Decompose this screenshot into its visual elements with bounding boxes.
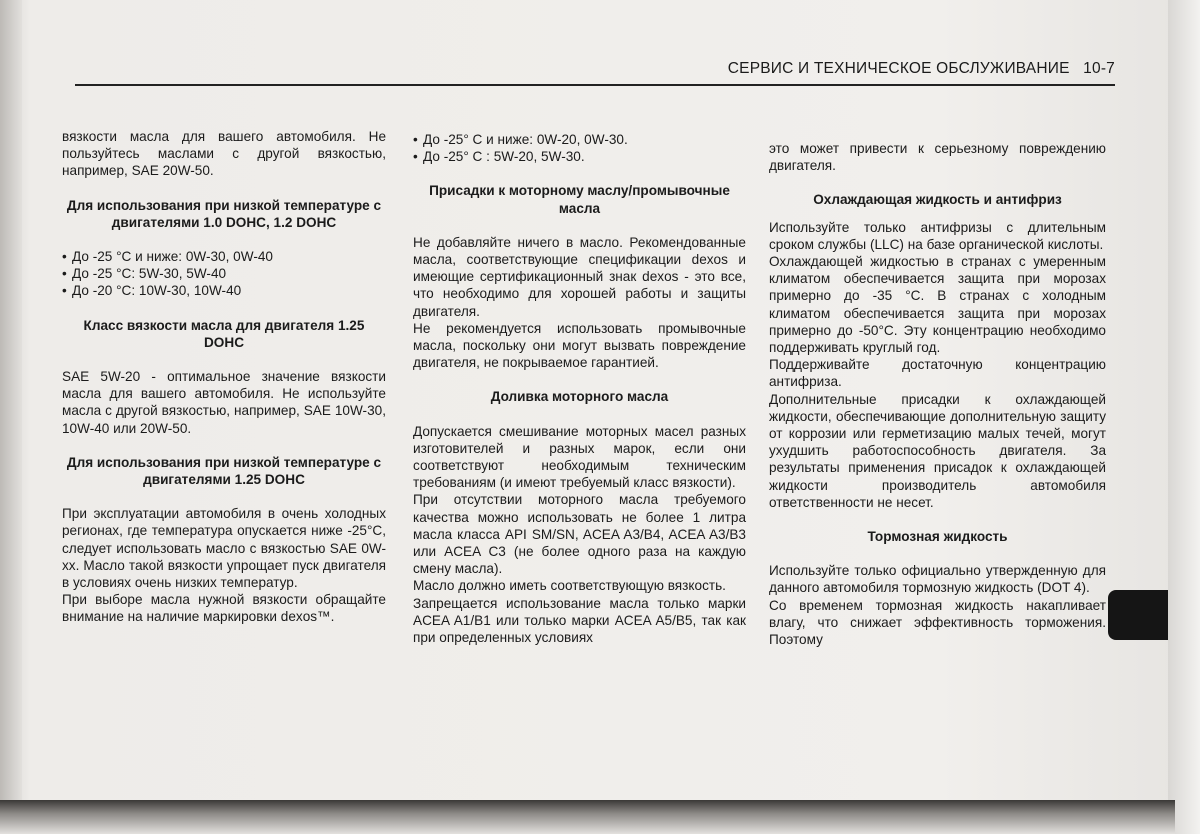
- paragraph: это может привести к серьезному повреждению двигателя.: [769, 141, 1106, 174]
- paragraph: Не добавляйте ничего в масло. Рекомендованные масла, соответствующие спецификации dexos и имеющие сертификационный знак dexos - это все, что необходимо для хорошей работы и защиты двигателя.: [413, 234, 746, 319]
- paragraph: При отсутствии моторного масла требуемого качества можно использовать не более 1 литра масла класса API SM/SN, ACEA A3/B4, ACEA A3/B3 или ACEA C3 (не более одного раза на каждую смену масла).: [413, 492, 746, 577]
- paragraph: вязкости масла для вашего автомобиля. Не пользуйтесь маслами с другой вязкостью, например, SAE 20W-50.: [62, 129, 386, 179]
- list-item: • До -20 °С: 10W-30, 10W-40: [62, 282, 386, 299]
- section-heading: Охлаждающая жидкость и антифриз: [813, 192, 1062, 208]
- section-heading: Класс вязкости масла для двигателя 1.25 DOHC: [83, 317, 365, 350]
- paragraph: Масло должно иметь соответствующую вязкость.: [413, 578, 726, 594]
- chapter-tab-marker: [1108, 590, 1168, 640]
- section-heading: Доливка моторного масла: [490, 389, 669, 405]
- list-item: • До -25 °С и ниже: 0W-30, 0W-40: [62, 248, 386, 265]
- list-item: • До -25 °С: 5W-30, 5W-40: [62, 265, 386, 282]
- header-title: [728, 60, 1115, 78]
- section-title: СЕРВИС И ТЕХНИЧЕСКОЕ ОБСЛУЖИВАНИЕ: [727, 60, 1070, 77]
- column-1: [62, 128, 386, 626]
- paragraph: При эксплуатации автомобиля в очень холодных регионах, где температура опускается ниже -25°С, следует использовать масло с вязкостью SAE 0W-xx. Масло такой вязкости упрощает пуск двигателя в условиях очень низких температур.: [62, 506, 386, 591]
- list-item: • До -25° С и ниже: 0W-20, 0W-30.: [413, 131, 746, 148]
- paragraph: При выборе масла нужной вязкости обращайте внимание на наличие маркировки dexos™.: [62, 592, 386, 625]
- page-header: [75, 60, 1115, 86]
- paragraph: Запрещается использование масла только марки ACEA A1/B1 или только марки ACEA A5/B5, так как при определенных условиях: [413, 595, 746, 646]
- page-edge: [1168, 0, 1200, 834]
- column-2: [413, 131, 746, 646]
- paragraph: Допускается смешивание моторных масел разных изготовителей и разных марок, если они соответствуют необходимым техническим требованиям (и имеют требуемый класс вязкости).: [413, 423, 746, 491]
- paragraph: Со временем тормозная жидкость накапливает влагу, что снижает эффективность торможения. Поэтому: [769, 597, 1106, 648]
- section-heading: Для использования при низкой температуре с двигателями 1.0 DOHC, 1.2 DOHC: [66, 197, 382, 230]
- paragraph: Поддерживайте достаточную концентрацию антифриза.: [769, 357, 1106, 390]
- paragraph: SAE 5W-20 - оптимальное значение вязкости масла для вашего автомобиля. Не используйте масла с другой вязкостью, например, SAE 10W-30, 10W-40 или 20W-50.: [62, 369, 386, 436]
- page-number: 10-7: [1083, 60, 1115, 77]
- paragraph: Охлаждающей жидкостью в странах с умеренным климатом обеспечивается защита при морозах примерно до -35 °С. В странах с холодным климатом обеспечивается защита при морозах примерно до -50°С. Эту концентрацию необходимо поддерживать круглый год.: [769, 254, 1106, 356]
- list-item: • До -25° С : 5W-20, 5W-30.: [413, 148, 746, 165]
- section-heading: Тормозная жидкость: [867, 529, 1008, 545]
- section-heading: Для использования при низкой температуре с двигателями 1.25 DOHC: [66, 454, 382, 488]
- paragraph: Используйте только официально утвержденную для данного автомобиля тормозную жидкость (DOT 4).: [769, 563, 1106, 596]
- paragraph: Не рекомендуется использовать промывочные масла, поскольку они могут вызвать повреждение двигателя, не покрываемое гарантией.: [413, 320, 746, 371]
- section-heading: Присадки к моторному маслу/промывочные масла: [429, 183, 730, 216]
- viscosity-list: [413, 131, 746, 165]
- page-bottom-shadow: [0, 800, 1175, 834]
- viscosity-list: [62, 248, 386, 300]
- column-3: [769, 140, 1106, 648]
- paragraph: Дополнительные присадки к охлаждающей жидкости, обеспечивающие дополнительную защиту от коррозии или герметизацию малых течей, могут ухудшить работоспособность двигателя. За результаты применения присадок к охлаждающей жидкости производитель автомобиля ответственности не несет.: [769, 391, 1106, 510]
- paragraph: Используйте только антифризы с длительным сроком службы (LLC) на базе органической кислоты.: [769, 219, 1106, 252]
- page-binding: [0, 0, 22, 805]
